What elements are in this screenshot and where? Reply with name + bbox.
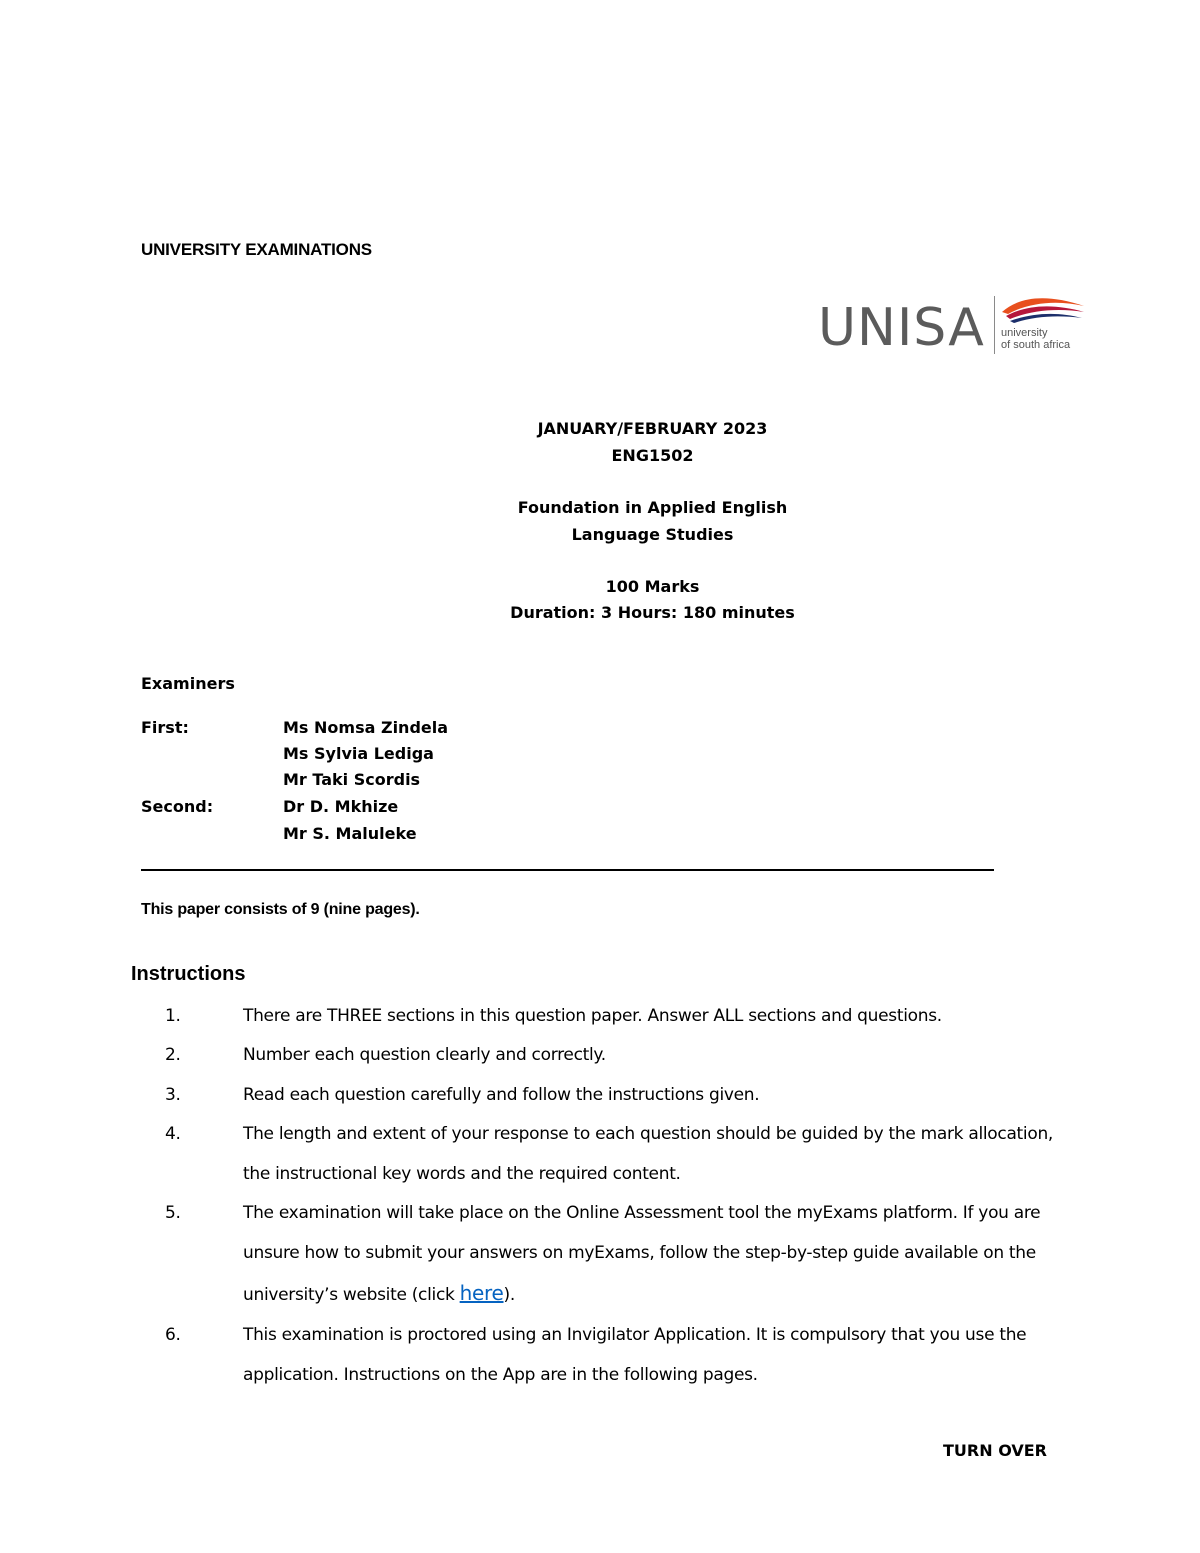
header-title: UNIVERSITY EXAMINATIONS xyxy=(141,240,372,259)
instruction-number: 4. xyxy=(165,1124,181,1144)
instruction-number: 1. xyxy=(165,1006,181,1026)
total-marks: 100 Marks xyxy=(605,577,700,596)
instruction-text-continued xyxy=(243,1281,515,1305)
instruction-number: 3. xyxy=(165,1085,181,1105)
logo-tagline-line-1: university xyxy=(1001,327,1048,339)
first-examiner-1: Ms Nomsa Zindela xyxy=(283,718,449,737)
logo-wordmark: UNISA xyxy=(818,298,985,358)
examiners-heading: Examiners xyxy=(141,674,235,693)
pages-note: This paper consists of 9 (nine pages). xyxy=(141,901,420,918)
course-code: ENG1502 xyxy=(611,446,694,465)
second-examiner-2: Mr S. Maluleke xyxy=(283,824,417,843)
instruction-text: Read each question carefully and follow the instructions given. xyxy=(243,1085,760,1105)
instruction-number: 5. xyxy=(165,1203,181,1223)
instruction-link-suffix: ). xyxy=(503,1285,515,1305)
instruction-text: Number each question clearly and correctly. xyxy=(243,1045,606,1065)
instruction-text: There are THREE sections in this question paper. Answer ALL sections and questions. xyxy=(243,1006,942,1026)
turn-over-label: TURN OVER xyxy=(943,1441,1047,1460)
instruction-text-continued: application. Instructions on the App are in the following pages. xyxy=(243,1365,758,1385)
logo-tagline-line-2: of south africa xyxy=(1001,339,1071,351)
instruction-text: The examination will take place on the Online Assessment tool the myExams platform. If you are xyxy=(243,1203,1041,1223)
first-examiner-3: Mr Taki Scordis xyxy=(283,770,421,789)
instruction-text: This examination is proctored using an Invigilator Application. It is compulsory that you use the xyxy=(243,1325,1027,1345)
instruction-link-prefix: university’s website (click xyxy=(243,1285,460,1305)
horizontal-rule xyxy=(141,869,994,871)
instruction-number: 6. xyxy=(165,1325,181,1345)
instruction-text-continued: the instructional key words and the required content. xyxy=(243,1164,681,1184)
first-examiner-2: Ms Sylvia Lediga xyxy=(283,744,434,763)
course-title-line-2: Language Studies xyxy=(571,525,734,544)
second-examiner-1: Dr D. Mkhize xyxy=(283,797,399,816)
exam-duration: Duration: 3 Hours: 180 minutes xyxy=(510,603,795,622)
instruction-number: 2. xyxy=(165,1045,181,1065)
course-title-line-1: Foundation in Applied English xyxy=(517,498,788,517)
first-examiners-label: First: xyxy=(141,718,189,737)
instruction-text: The length and extent of your response to each question should be guided by the mark allocation, xyxy=(243,1124,1054,1144)
instruction-text-continued: unsure how to submit your answers on myExams, follow the step-by-step guide available on the xyxy=(243,1243,1036,1263)
exam-session: JANUARY/FEBRUARY 2023 xyxy=(537,419,768,438)
second-examiners-label: Second: xyxy=(141,797,214,816)
guide-link[interactable]: here xyxy=(459,1281,504,1305)
instructions-heading: Instructions xyxy=(131,963,246,985)
